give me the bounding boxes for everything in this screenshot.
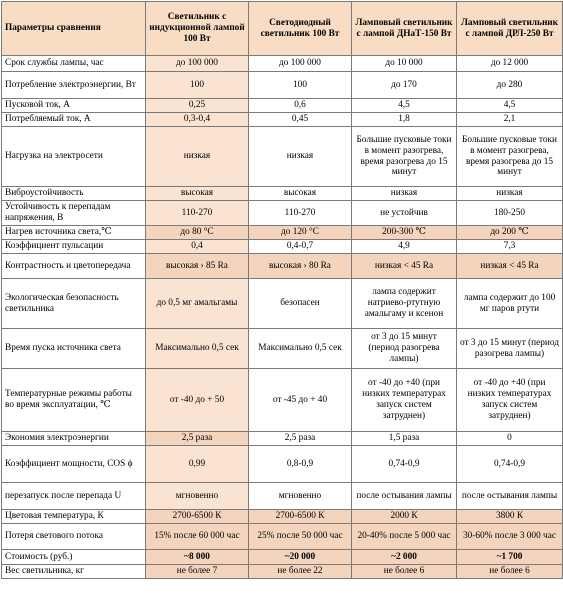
table-row (2, 483, 563, 510)
table-row (2, 127, 563, 187)
row-param: Потребляемый ток, А (2, 113, 146, 127)
cell-dnat: 1,8 (352, 113, 457, 127)
row-param: Стоимость (руб.) (2, 550, 146, 565)
row-param: Виброустойчивость (2, 187, 146, 201)
cell-dnat: 0,74-0,9 (352, 446, 457, 483)
cell-dnat: 200-300 ℃ (352, 226, 457, 240)
cell-led: низкая (249, 127, 352, 187)
cell-induction: низкая (146, 127, 249, 187)
cell-dnat: Большие пусковые токи в момент разогрева, время разогрева до 15 минут (352, 127, 457, 187)
table-row (2, 240, 563, 254)
cell-drl: 3800 К (457, 510, 563, 524)
cell-dnat: 4,9 (352, 240, 457, 254)
row-param: Экологическая безопасность светильника (2, 279, 146, 329)
header-induction: Светильник с индукционной лампой 100 Вт (146, 2, 249, 56)
cell-led: 0,6 (249, 99, 352, 113)
table-row (2, 329, 563, 369)
row-param: Вес светильника, кг (2, 565, 146, 579)
cell-led: Максимально 0,5 сек (249, 329, 352, 369)
cell-drl: 2,1 (457, 113, 563, 127)
row-param: Устойчивость к перепадам напряжения, В (2, 201, 146, 226)
cell-dnat: от -40 до +40 (при низких температурах запуск систем затруднен) (352, 369, 457, 432)
table-row (2, 201, 563, 226)
cell-dnat: до 170 (352, 72, 457, 99)
cell-induction: 15% после 60 000 час (146, 524, 249, 550)
cell-drl: 0 (457, 432, 563, 446)
cell-dnat: 4,5 (352, 99, 457, 113)
cell-drl: от -40 до +40 (при низких температурах запуск систем затруднен) (457, 369, 563, 432)
row-param: перезапуск после перепада U (2, 483, 146, 510)
table-row (2, 72, 563, 99)
row-param: Время пуска источника света (2, 329, 146, 369)
cell-drl: 180-250 (457, 201, 563, 226)
cell-drl: 4,5 (457, 99, 563, 113)
cell-led: 2,5 раза (249, 432, 352, 446)
cell-induction: Максимально 0,5 сек (146, 329, 249, 369)
table-row (2, 99, 563, 113)
cell-dnat: 20-40% после 5 000 час (352, 524, 457, 550)
row-param: Коэффициент пульсации (2, 240, 146, 254)
cell-dnat: низкая < 45 Ra (352, 254, 457, 279)
cell-led: 0,8-0,9 (249, 446, 352, 483)
cell-dnat: после остывания лампы (352, 483, 457, 510)
table-row (2, 510, 563, 524)
table-row (2, 432, 563, 446)
cell-drl: до 280 (457, 72, 563, 99)
comparison-table (1, 1, 563, 579)
row-param: Температурные режимы работы во время эксплуатации, ℃ (2, 369, 146, 432)
cell-led: безопасен (249, 279, 352, 329)
table-row (2, 226, 563, 240)
cell-drl: после остывания лампы (457, 483, 563, 510)
table-row (2, 369, 563, 432)
row-param: Потеря светового потока (2, 524, 146, 550)
cell-dnat: 2000 К (352, 510, 457, 524)
cell-dnat: от 3 до 15 минут (период разогрева лампы) (352, 329, 457, 369)
cell-induction: 0,25 (146, 99, 249, 113)
cell-led: ~20 000 (249, 550, 352, 565)
row-param: Контрастность и цветопередача (2, 254, 146, 279)
cell-drl: низкая < 45 Ra (457, 254, 563, 279)
cell-dnat: не устойчив (352, 201, 457, 226)
cell-induction: не более 7 (146, 565, 249, 579)
cell-dnat: до 10 000 (352, 56, 457, 72)
table-row (2, 524, 563, 550)
cell-led: 110-270 (249, 201, 352, 226)
header-dnat: Ламповый светильник с лампой ДНаТ-150 Вт (352, 2, 457, 56)
row-param: Срок службы лампы, час (2, 56, 146, 72)
cell-led: 0,4-0,7 (249, 240, 352, 254)
cell-induction: от -40 до + 50 (146, 369, 249, 432)
cell-drl: ~1 700 (457, 550, 563, 565)
row-param: Коэффициент мощности, COS ϕ (2, 446, 146, 483)
cell-led: 100 (249, 72, 352, 99)
cell-induction: 100 (146, 72, 249, 99)
table-row (2, 187, 563, 201)
cell-induction: 0,99 (146, 446, 249, 483)
cell-dnat: 1,5 раза (352, 432, 457, 446)
cell-drl: лампа содержит до 100 мг паров ртути (457, 279, 563, 329)
table-row (2, 113, 563, 127)
header-row (2, 2, 563, 56)
cell-led: до 100 000 (249, 56, 352, 72)
cell-induction: до 100 000 (146, 56, 249, 72)
cell-induction: 110-270 (146, 201, 249, 226)
cell-led: 0,45 (249, 113, 352, 127)
row-param: Цветовая температура, К (2, 510, 146, 524)
cell-led: мгновенно (249, 483, 352, 510)
cell-led: от -45 до + 40 (249, 369, 352, 432)
cell-led: высокая (249, 187, 352, 201)
cell-dnat: не более 6 (352, 565, 457, 579)
header-led: Светодиодный светильник 100 Вт (249, 2, 352, 56)
cell-induction: мгновенно (146, 483, 249, 510)
cell-induction: ~8 000 (146, 550, 249, 565)
cell-led: 25% после 50 000 час (249, 524, 352, 550)
table-row (2, 56, 563, 72)
cell-induction: до 80 °C (146, 226, 249, 240)
cell-drl: до 200 ℃ (457, 226, 563, 240)
header-param: Параметры сравнения (2, 2, 146, 56)
cell-induction: 2700-6500 К (146, 510, 249, 524)
table-row (2, 565, 563, 579)
cell-drl: 7,3 (457, 240, 563, 254)
cell-drl: 0,74-0,9 (457, 446, 563, 483)
cell-dnat: ~2 000 (352, 550, 457, 565)
table-row (2, 550, 563, 565)
cell-induction: высокая (146, 187, 249, 201)
row-param: Потребление электроэнергии, Вт (2, 72, 146, 99)
cell-drl: до 12 000 (457, 56, 563, 72)
cell-induction: до 0,5 мг амальгамы (146, 279, 249, 329)
cell-led: высокая › 80 Ra (249, 254, 352, 279)
cell-drl: не более 6 (457, 565, 563, 579)
cell-drl: 30-60% после 3 000 час (457, 524, 563, 550)
cell-dnat: низкая (352, 187, 457, 201)
cell-led: до 120 °C (249, 226, 352, 240)
table-row (2, 254, 563, 279)
cell-drl: от 3 до 15 минут (период разогрева лампы) (457, 329, 563, 369)
table-row (2, 279, 563, 329)
cell-led: 2700-6500 К (249, 510, 352, 524)
cell-induction: 0,3-0,4 (146, 113, 249, 127)
row-param: Пусковой ток, А (2, 99, 146, 113)
header-drl: Ламповый светильник с лампой ДРЛ-250 Вт (457, 2, 563, 56)
table-row (2, 446, 563, 483)
row-param: Нагрев источника света,℃ (2, 226, 146, 240)
cell-led: не более 22 (249, 565, 352, 579)
cell-induction: 0,4 (146, 240, 249, 254)
cell-induction: высокая › 85 Ra (146, 254, 249, 279)
cell-drl: Большие пусковые токи в момент разогрева, время разогрева до 15 минут (457, 127, 563, 187)
row-param: Нагрузка на электросети (2, 127, 146, 187)
cell-drl: низкая (457, 187, 563, 201)
row-param: Экономия электроэнергии (2, 432, 146, 446)
cell-induction: 2,5 раза (146, 432, 249, 446)
cell-dnat: лампа содержит натриево-ртутную амальгаму и ксенон (352, 279, 457, 329)
